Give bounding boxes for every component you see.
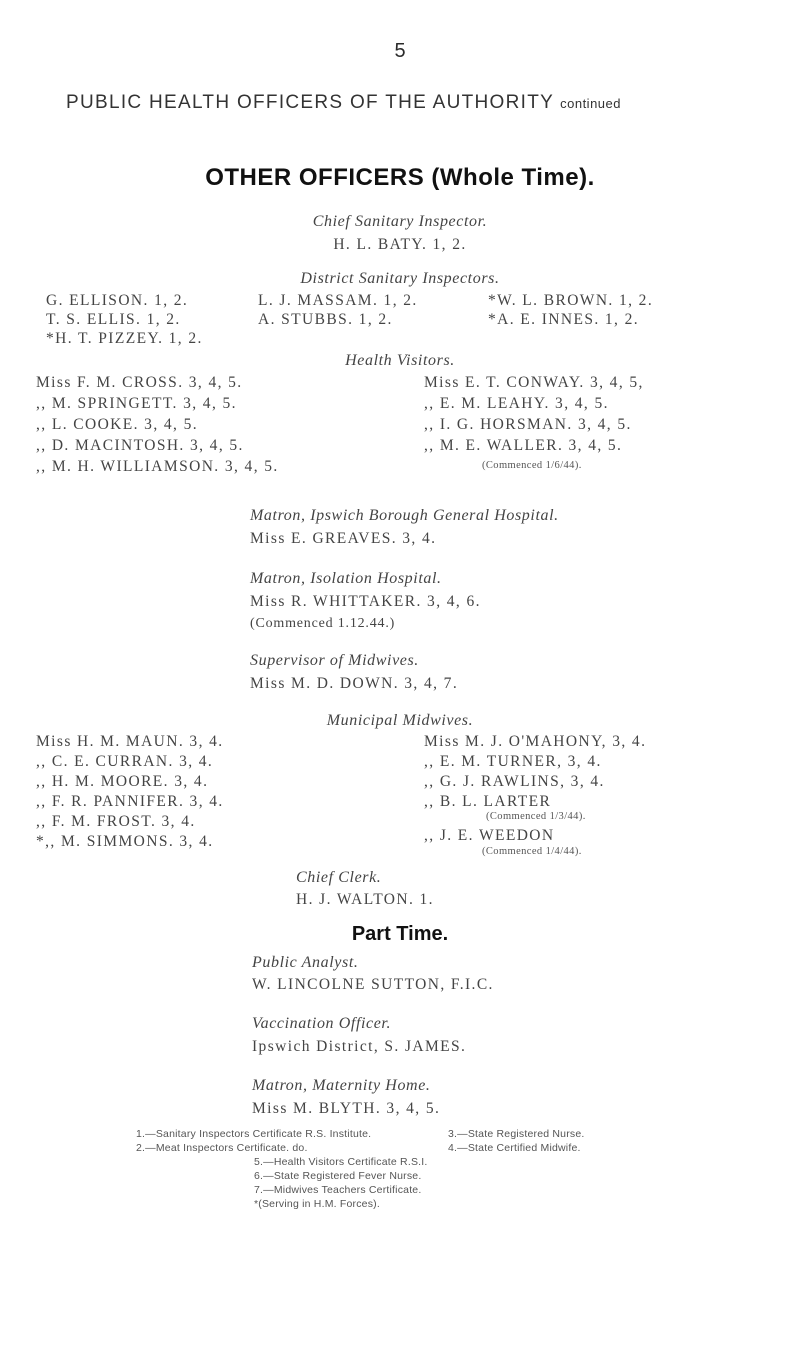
health-visitors-heading: Health Visitors. bbox=[345, 352, 455, 369]
running-head bbox=[66, 92, 621, 114]
supervisor-midwives-heading: Supervisor of Midwives. bbox=[250, 652, 419, 669]
vaccination-officer-name: Ipswich District, S. JAMES. bbox=[252, 1038, 467, 1055]
chief-clerk-heading: Chief Clerk. bbox=[296, 869, 382, 886]
footnote: 2.—Meat Inspectors Certificate. do. bbox=[136, 1142, 308, 1154]
district-inspector: *A. E. INNES. 1, 2. bbox=[488, 311, 640, 328]
district-inspector: *W. L. BROWN. 1, 2. bbox=[488, 292, 654, 309]
municipal-midwives-heading: Municipal Midwives. bbox=[326, 712, 474, 729]
footnote: *(Serving in H.M. Forces). bbox=[254, 1198, 380, 1210]
health-visitor: ,, M. E. WALLER. 3, 4, 5. bbox=[424, 437, 623, 454]
municipal-midwife: ,, C. E. CURRAN. 3, 4. bbox=[36, 753, 214, 770]
footnote: 5.—Health Visitors Certificate R.S.I. bbox=[254, 1156, 428, 1168]
district-inspector: A. STUBBS. 1, 2. bbox=[258, 311, 393, 328]
health-visitor: ,, M. SPRINGETT. 3, 4, 5. bbox=[36, 395, 237, 412]
chief-sanitary-inspector-name: H. L. BATY. 1, 2. bbox=[333, 236, 467, 253]
page-number: 5 bbox=[394, 40, 406, 62]
midwife-note: (Commenced 1/4/44). bbox=[482, 846, 582, 857]
municipal-midwife: Miss M. J. O'MAHONY, 3, 4. bbox=[424, 733, 647, 750]
matron-maternity-name: Miss M. BLYTH. 3, 4, 5. bbox=[252, 1100, 441, 1117]
matron-general-heading: Matron, Ipswich Borough General Hospital. bbox=[250, 507, 559, 524]
health-visitor: ,, M. H. WILLIAMSON. 3, 4, 5. bbox=[36, 458, 279, 475]
running-head-continued: continued bbox=[560, 96, 621, 111]
matron-isolation-note: (Commenced 1.12.44.) bbox=[250, 616, 396, 631]
health-visitor: ,, D. MACINTOSH. 3, 4, 5. bbox=[36, 437, 244, 454]
part-time-title: Part Time. bbox=[351, 923, 449, 945]
footnote: 3.—State Registered Nurse. bbox=[448, 1128, 585, 1140]
footnote: 7.—Midwives Teachers Certificate. bbox=[254, 1184, 422, 1196]
midwife-note: (Commenced 1/3/44). bbox=[486, 811, 586, 822]
public-analyst-name: W. LINCOLNE SUTTON, F.I.C. bbox=[252, 976, 494, 993]
health-visitor: ,, L. COOKE. 3, 4, 5. bbox=[36, 416, 199, 433]
municipal-midwife: ,, G. J. RAWLINS, 3, 4. bbox=[424, 773, 605, 790]
main-title: OTHER OFFICERS (Whole Time). bbox=[205, 164, 595, 191]
matron-maternity-heading: Matron, Maternity Home. bbox=[252, 1077, 431, 1094]
district-inspector: L. J. MASSAM. 1, 2. bbox=[258, 292, 418, 309]
health-visitor-note: (Commenced 1/6/44). bbox=[482, 460, 582, 471]
supervisor-midwives-name: Miss M. D. DOWN. 3, 4, 7. bbox=[250, 675, 459, 692]
health-visitor: Miss F. M. CROSS. 3, 4, 5. bbox=[36, 374, 243, 391]
matron-isolation-name: Miss R. WHITTAKER. 3, 4, 6. bbox=[250, 593, 481, 610]
health-visitor: ,, E. M. LEAHY. 3, 4, 5. bbox=[424, 395, 609, 412]
running-head-title: PUBLIC HEALTH OFFICERS OF THE AUTHORITY bbox=[66, 92, 555, 113]
municipal-midwife: Miss H. M. MAUN. 3, 4. bbox=[36, 733, 224, 750]
matron-isolation-heading: Matron, Isolation Hospital. bbox=[250, 570, 442, 587]
municipal-midwife: ,, F. M. FROST. 3, 4. bbox=[36, 813, 196, 830]
footnote: 4.—State Certified Midwife. bbox=[448, 1142, 581, 1154]
matron-general-name: Miss E. GREAVES. 3, 4. bbox=[250, 530, 437, 547]
district-inspector: T. S. ELLIS. 1, 2. bbox=[46, 311, 181, 328]
health-visitor: ,, I. G. HORSMAN. 3, 4, 5. bbox=[424, 416, 632, 433]
footnote: 6.—State Registered Fever Nurse. bbox=[254, 1170, 422, 1182]
chief-sanitary-inspector-heading: Chief Sanitary Inspector. bbox=[312, 213, 488, 230]
municipal-midwife: ,, E. M. TURNER, 3, 4. bbox=[424, 753, 602, 770]
district-inspectors-heading: District Sanitary Inspectors. bbox=[300, 270, 500, 287]
municipal-midwife: ,, F. R. PANNIFER. 3, 4. bbox=[36, 793, 224, 810]
chief-clerk-name: H. J. WALTON. 1. bbox=[296, 891, 434, 908]
public-analyst-heading: Public Analyst. bbox=[252, 954, 359, 971]
district-inspector: G. ELLISON. 1, 2. bbox=[46, 292, 189, 309]
municipal-midwife: ,, B. L. LARTER bbox=[424, 793, 552, 810]
municipal-midwife: *,, M. SIMMONS. 3, 4. bbox=[36, 833, 214, 850]
footnote: 1.—Sanitary Inspectors Certificate R.S. Institute. bbox=[136, 1128, 372, 1140]
municipal-midwife: ,, J. E. WEEDON bbox=[424, 827, 555, 844]
municipal-midwife: ,, H. M. MOORE. 3, 4. bbox=[36, 773, 209, 790]
vaccination-officer-heading: Vaccination Officer. bbox=[252, 1015, 392, 1032]
district-inspector: *H. T. PIZZEY. 1, 2. bbox=[46, 330, 203, 347]
health-visitor: Miss E. T. CONWAY. 3, 4, 5, bbox=[424, 374, 644, 391]
